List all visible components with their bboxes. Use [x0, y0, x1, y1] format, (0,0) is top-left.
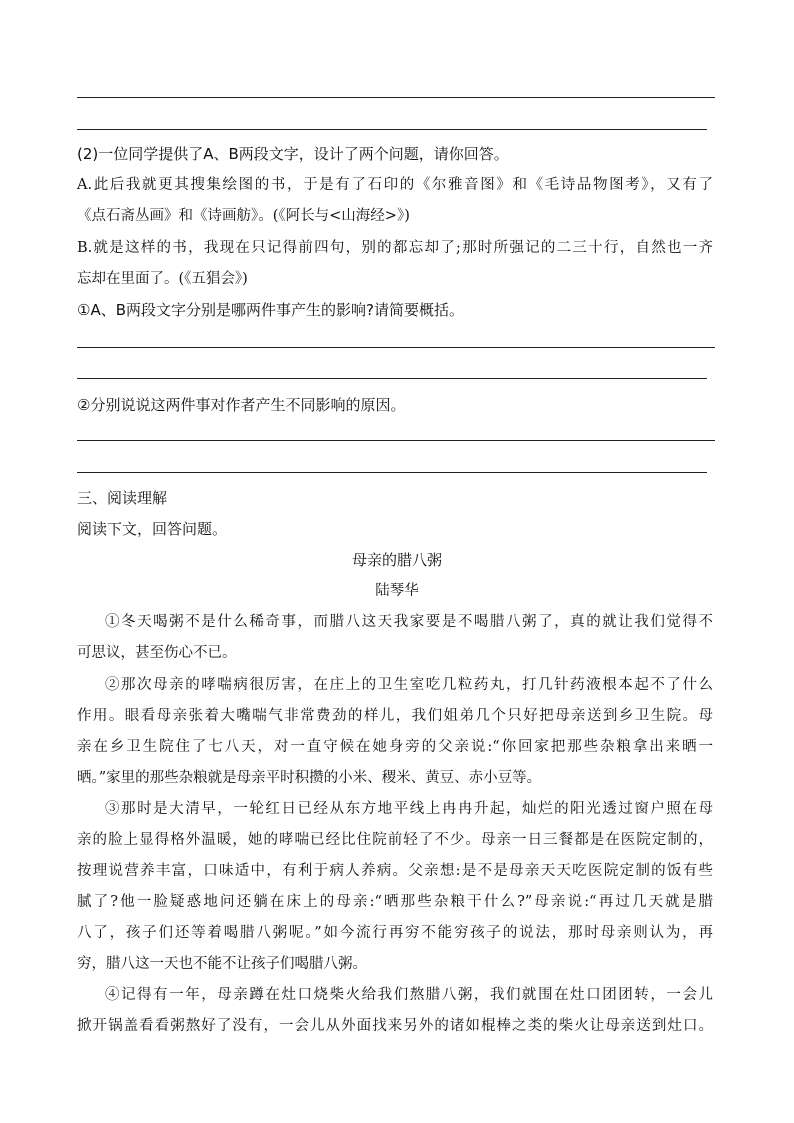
question-2: ②分别说说这两件事对作者产生不同影响的原因。 [77, 396, 406, 414]
answer-line [77, 97, 715, 98]
paragraph-line: 按理说营养丰富，口味适中，有利于病人养病。父亲想:是不是母亲天天吃医院定制的饭有些 [77, 863, 713, 879]
question-1: ①A、B两段文字分别是哪两件事产生的影响?请简要概括。 [77, 301, 464, 319]
paragraph-line: 八了，孩子们还等着喝腊八粥呢。”如今流行再穷不能穷孩子的说法，那时母亲则认为，再 [77, 925, 713, 941]
paragraph-line: 可思议，甚至伤心不已。 [77, 645, 237, 661]
answer-line [77, 378, 707, 379]
passage-a-line: 《点石斋丛画》和《诗画舫》。(《阿长与<山海经>》) [77, 208, 410, 224]
paragraph-line: 掀开锅盖看看粥熬好了没有，一会儿从外面找来另外的诸如棍棒之类的柴火让母亲送到灶口。 [77, 1018, 713, 1034]
answer-line [77, 347, 715, 348]
paragraph-line: 作用。眼看母亲张着大嘴喘气非常费劲的样儿，我们姐弟几个只好把母亲送到乡卫生院。母 [77, 708, 713, 724]
paragraph-line: 腻了?他一脸疑惑地问还躺在床上的母亲:“晒那些杂粮干什么?”母亲说:“再过几天就是腊 [77, 894, 713, 910]
article-title: 母亲的腊八粥 [351, 551, 442, 569]
paragraph-line: 穷，腊八这一天也不能不让孩子们喝腊八粥。 [77, 956, 367, 972]
question-intro: (2)一位同学提供了A、B两段文字，设计了两个问题，请你回答。 [77, 145, 509, 163]
answer-line [77, 129, 707, 130]
article-author: 陆琴华 [375, 583, 419, 599]
paragraph-line: 晒。”家里的那些杂粮就是母亲平时积攒的小米、稷米、黄豆、赤小豆等。 [77, 770, 542, 786]
answer-line [77, 472, 707, 473]
paragraph-line: ①冬天喝粥不是什么稀奇事，而腊八这天我家要是不喝腊八粥了，真的就让我们觉得不 [105, 614, 713, 630]
passage-a-line: A.此后我就更其搜集绘图的书，于是有了石印的《尔雅音图》和《毛诗品物图考》，又有了 [77, 177, 713, 193]
paragraph-line: ③那时是大清早，一轮红日已经从东方地平线上冉冉升起，灿烂的阳光透过窗户照在母 [105, 801, 713, 817]
passage-b-line: 忘却在里面了。(《五猖会》) [77, 271, 248, 287]
paragraph-line: ④记得有一年，母亲蹲在灶口烧柴火给我们熬腊八粥，我们就围在灶口团团转，一会儿 [105, 987, 713, 1003]
passage-b-line: B.就是这样的书，我现在只记得前四句，别的都忘却了;那时所强记的二三十行，自然也一齐 [77, 240, 713, 256]
paragraph-line: 亲的脸上显得格外温暖，她的哮喘已经比住院前轻了不少。母亲一日三餐都是在医院定制的， [77, 832, 713, 848]
paragraph-line: ②那次母亲的哮喘病很厉害，在庄上的卫生室吃几粒药丸，打几针药液根本起不了什么 [105, 677, 713, 693]
paragraph-line: 亲在乡卫生院住了七八天，对一直守候在她身旁的父亲说:“你回家把那些杂粮拿出来晒一 [77, 739, 713, 755]
section-heading: 三、阅读理解 [77, 489, 168, 507]
instruction: 阅读下文，回答问题。 [77, 520, 228, 538]
answer-line [77, 440, 715, 441]
